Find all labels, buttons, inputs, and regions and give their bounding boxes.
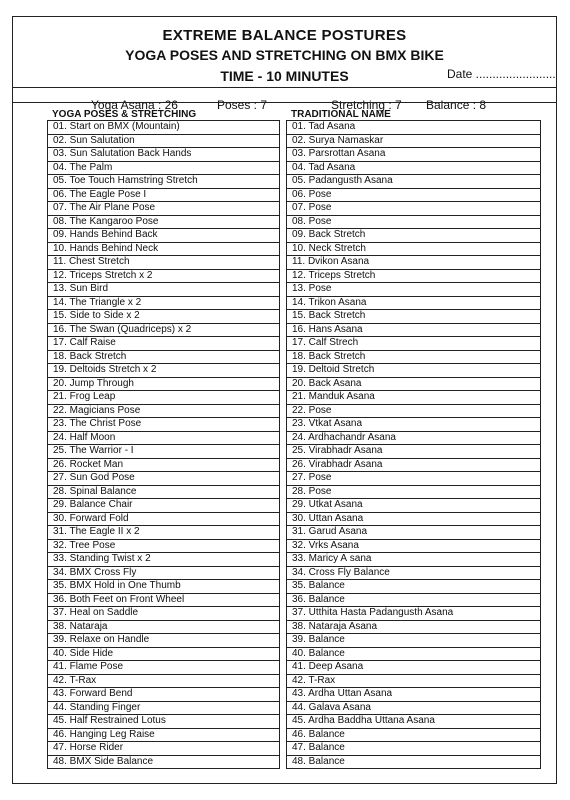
pose-cell: 48. BMX Side Balance — [48, 755, 280, 769]
table-row — [48, 296, 280, 310]
traditional-name-cell: 13. Pose — [287, 283, 541, 297]
traditional-name-cell: 43. Ardha Uttan Asana — [287, 688, 541, 702]
left-column-heading: YOGA POSES & STRETCHING — [52, 109, 197, 120]
table-row — [48, 229, 280, 243]
table-row — [287, 161, 541, 175]
table-row — [287, 634, 541, 648]
traditional-names-table — [286, 120, 541, 769]
traditional-name-cell: 26. Virabhadr Asana — [287, 458, 541, 472]
traditional-name-cell: 20. Back Asana — [287, 377, 541, 391]
page-subtitle: YOGA POSES AND STRETCHING ON BMX BIKE — [125, 47, 444, 63]
table-row — [48, 445, 280, 459]
pose-cell: 07. The Air Plane Pose — [48, 202, 280, 216]
pose-cell: 20. Jump Through — [48, 377, 280, 391]
traditional-name-cell: 30. Uttan Asana — [287, 512, 541, 526]
table-row — [287, 715, 541, 729]
pose-cell: 08. The Kangaroo Pose — [48, 215, 280, 229]
table-row — [287, 445, 541, 459]
pose-cell: 04. The Palm — [48, 161, 280, 175]
traditional-name-cell: 22. Pose — [287, 404, 541, 418]
table-row — [48, 742, 280, 756]
table-row — [287, 337, 541, 351]
pose-cell: 26. Rocket Man — [48, 458, 280, 472]
traditional-name-cell: 18. Back Stretch — [287, 350, 541, 364]
pose-cell: 09. Hands Behind Back — [48, 229, 280, 243]
table-row — [287, 620, 541, 634]
table-row — [48, 512, 280, 526]
table-row — [48, 485, 280, 499]
stretching-count: Stretching : 7 — [331, 98, 402, 112]
table-row — [48, 404, 280, 418]
traditional-name-cell: 45. Ardha Baddha Uttana Asana — [287, 715, 541, 729]
poses-count: Poses : 7 — [217, 98, 268, 112]
table-row — [48, 391, 280, 405]
table-row — [287, 485, 541, 499]
table-row — [48, 215, 280, 229]
table-row — [48, 121, 280, 135]
time-heading: TIME - 10 MINUTES — [220, 68, 349, 84]
table-row — [48, 323, 280, 337]
table-row — [287, 377, 541, 391]
pose-cell: 32. Tree Pose — [48, 539, 280, 553]
traditional-name-cell: 40. Balance — [287, 647, 541, 661]
table-row — [48, 283, 280, 297]
traditional-name-cell: 11. Dvikon Asana — [287, 256, 541, 270]
pose-cell: 46. Hanging Leg Raise — [48, 728, 280, 742]
table-row — [48, 377, 280, 391]
table-row — [287, 391, 541, 405]
table-row — [48, 634, 280, 648]
table-row — [48, 269, 280, 283]
pose-cell: 03. Sun Salutation Back Hands — [48, 148, 280, 162]
traditional-name-cell: 19. Deltoid Stretch — [287, 364, 541, 378]
table-row — [287, 148, 541, 162]
traditional-name-cell: 37. Utthita Hasta Padangusth Asana — [287, 607, 541, 621]
traditional-name-cell: 28. Pose — [287, 485, 541, 499]
traditional-name-cell: 15. Back Stretch — [287, 310, 541, 324]
pose-cell: 23. The Christ Pose — [48, 418, 280, 432]
table-row — [48, 647, 280, 661]
traditional-name-cell: 04. Tad Asana — [287, 161, 541, 175]
pose-cell: 22. Magicians Pose — [48, 404, 280, 418]
traditional-name-cell: 44. Galava Asana — [287, 701, 541, 715]
divider-top — [13, 87, 556, 88]
table-row — [48, 755, 280, 769]
pose-cell: 37. Heal on Saddle — [48, 607, 280, 621]
table-row — [287, 350, 541, 364]
pose-cell: 25. The Warrior - I — [48, 445, 280, 459]
pose-cell: 34. BMX Cross Fly — [48, 566, 280, 580]
page-title: EXTREME BALANCE POSTURES — [162, 27, 407, 44]
table-row — [48, 418, 280, 432]
table-row — [287, 674, 541, 688]
traditional-name-cell: 02. Surya Namaskar — [287, 134, 541, 148]
table-row — [48, 526, 280, 540]
table-row — [287, 580, 541, 594]
traditional-name-cell: 33. Maricy A sana — [287, 553, 541, 567]
table-row — [287, 701, 541, 715]
table-row — [287, 202, 541, 216]
table-row — [287, 418, 541, 432]
pose-cell: 16. The Swan (Quadriceps) x 2 — [48, 323, 280, 337]
traditional-name-cell: 09. Back Stretch — [287, 229, 541, 243]
table-row — [48, 566, 280, 580]
pose-cell: 38. Nataraja — [48, 620, 280, 634]
pose-cell: 44. Standing Finger — [48, 701, 280, 715]
table-row — [287, 242, 541, 256]
traditional-name-cell: 16. Hans Asana — [287, 323, 541, 337]
pose-cell: 24. Half Moon — [48, 431, 280, 445]
table-row — [48, 539, 280, 553]
table-row — [287, 566, 541, 580]
traditional-name-cell: 12. Triceps Stretch — [287, 269, 541, 283]
table-row — [48, 472, 280, 486]
table-row — [287, 283, 541, 297]
pose-cell: 30. Forward Fold — [48, 512, 280, 526]
traditional-name-cell: 47. Balance — [287, 742, 541, 756]
table-row — [287, 364, 541, 378]
pose-cell: 42. T-Rax — [48, 674, 280, 688]
pose-cell: 39. Relaxe on Handle — [48, 634, 280, 648]
table-row — [48, 715, 280, 729]
pose-cell: 33. Standing Twist x 2 — [48, 553, 280, 567]
balance-count: Balance : 8 — [426, 98, 487, 112]
traditional-name-cell: 25. Virabhadr Asana — [287, 445, 541, 459]
pose-cell: 43. Forward Bend — [48, 688, 280, 702]
traditional-name-cell: 31. Garud Asana — [287, 526, 541, 540]
traditional-name-cell: 41. Deep Asana — [287, 661, 541, 675]
table-row — [48, 350, 280, 364]
pose-cell: 47. Horse Rider — [48, 742, 280, 756]
table-row — [287, 310, 541, 324]
table-row — [48, 431, 280, 445]
pose-cell: 19. Deltoids Stretch x 2 — [48, 364, 280, 378]
table-row — [287, 188, 541, 202]
traditional-name-cell: 05. Padangusth Asana — [287, 175, 541, 189]
table-row — [48, 161, 280, 175]
table-row — [48, 580, 280, 594]
table-row — [287, 121, 541, 135]
table-row — [48, 148, 280, 162]
table-row — [287, 688, 541, 702]
table-row — [48, 593, 280, 607]
traditional-name-cell: 38. Nataraja Asana — [287, 620, 541, 634]
pose-cell: 11. Chest Stretch — [48, 256, 280, 270]
traditional-name-cell: 21. Manduk Asana — [287, 391, 541, 405]
table-row — [287, 539, 541, 553]
traditional-name-cell: 17. Calf Strech — [287, 337, 541, 351]
table-row — [287, 499, 541, 513]
traditional-name-cell: 48. Balance — [287, 755, 541, 769]
table-row — [48, 364, 280, 378]
table-row — [48, 728, 280, 742]
table-row — [287, 134, 541, 148]
table-row — [48, 337, 280, 351]
traditional-name-cell: 39. Balance — [287, 634, 541, 648]
traditional-name-cell: 46. Balance — [287, 728, 541, 742]
table-row — [287, 323, 541, 337]
pose-cell: 36. Both Feet on Front Wheel — [48, 593, 280, 607]
table-row — [287, 526, 541, 540]
traditional-name-cell: 35. Balance — [287, 580, 541, 594]
table-row — [48, 553, 280, 567]
right-column-heading: TRADITIONAL NAME — [291, 109, 391, 120]
table-row — [287, 755, 541, 769]
pose-cell: 02. Sun Salutation — [48, 134, 280, 148]
traditional-name-cell: 06. Pose — [287, 188, 541, 202]
table-row — [48, 620, 280, 634]
traditional-name-cell: 10. Neck Stretch — [287, 242, 541, 256]
table-row — [287, 661, 541, 675]
pose-cell: 28. Spinal Balance — [48, 485, 280, 499]
pose-cell: 45. Half Restrained Lotus — [48, 715, 280, 729]
traditional-name-cell: 32. Vrks Asana — [287, 539, 541, 553]
table-row — [287, 269, 541, 283]
table-row — [287, 593, 541, 607]
pose-cell: 35. BMX Hold in One Thumb — [48, 580, 280, 594]
table-row — [48, 688, 280, 702]
traditional-name-cell: 29. Utkat Asana — [287, 499, 541, 513]
traditional-name-cell: 24. Ardhachandr Asana — [287, 431, 541, 445]
poses-table — [47, 120, 280, 769]
pose-cell: 15. Side to Side x 2 — [48, 310, 280, 324]
table-row — [48, 701, 280, 715]
table-row — [287, 215, 541, 229]
table-row — [48, 175, 280, 189]
traditional-name-cell: 27. Pose — [287, 472, 541, 486]
traditional-name-cell: 36. Balance — [287, 593, 541, 607]
table-row — [48, 458, 280, 472]
yoga-asana-count: Yoga Asana : 26 — [91, 98, 178, 112]
pose-cell: 27. Sun God Pose — [48, 472, 280, 486]
table-row — [287, 431, 541, 445]
table-row — [287, 553, 541, 567]
table-row — [48, 242, 280, 256]
table-row — [48, 674, 280, 688]
traditional-name-cell: 14. Trikon Asana — [287, 296, 541, 310]
table-row — [48, 310, 280, 324]
date-field: Date ........................ — [447, 67, 556, 81]
pose-cell: 12. Triceps Stretch x 2 — [48, 269, 280, 283]
pose-cell: 21. Frog Leap — [48, 391, 280, 405]
table-row — [287, 256, 541, 270]
traditional-name-cell: 08. Pose — [287, 215, 541, 229]
table-row — [287, 458, 541, 472]
pose-cell: 10. Hands Behind Neck — [48, 242, 280, 256]
pose-cell: 29. Balance Chair — [48, 499, 280, 513]
table-row — [287, 229, 541, 243]
table-row — [48, 134, 280, 148]
traditional-name-cell: 07. Pose — [287, 202, 541, 216]
table-row — [48, 188, 280, 202]
table-row — [287, 742, 541, 756]
traditional-name-cell: 03. Parsrottan Asana — [287, 148, 541, 162]
pose-cell: 06. The Eagle Pose I — [48, 188, 280, 202]
table-row — [287, 512, 541, 526]
table-row — [287, 404, 541, 418]
divider-bottom — [13, 102, 556, 103]
table-row — [287, 728, 541, 742]
table-row — [287, 296, 541, 310]
table-row — [48, 202, 280, 216]
pose-cell: 01. Start on BMX (Mountain) — [48, 121, 280, 135]
table-row — [48, 256, 280, 270]
pose-cell: 31. The Eagle II x 2 — [48, 526, 280, 540]
traditional-name-cell: 42. T-Rax — [287, 674, 541, 688]
table-row — [287, 472, 541, 486]
pose-cell: 18. Back Stretch — [48, 350, 280, 364]
table-row — [48, 661, 280, 675]
traditional-name-cell: 34. Cross Fly Balance — [287, 566, 541, 580]
pose-cell: 13. Sun Bird — [48, 283, 280, 297]
traditional-name-cell: 23. Vtkat Asana — [287, 418, 541, 432]
pose-cell: 05. Toe Touch Hamstring Stretch — [48, 175, 280, 189]
table-row — [48, 607, 280, 621]
table-row — [287, 607, 541, 621]
pose-cell: 17. Calf Raise — [48, 337, 280, 351]
pose-cell: 40. Side Hide — [48, 647, 280, 661]
pose-cell: 14. The Triangle x 2 — [48, 296, 280, 310]
table-row — [287, 647, 541, 661]
traditional-name-cell: 01. Tad Asana — [287, 121, 541, 135]
table-row — [48, 499, 280, 513]
table-row — [287, 175, 541, 189]
pose-cell: 41. Flame Pose — [48, 661, 280, 675]
